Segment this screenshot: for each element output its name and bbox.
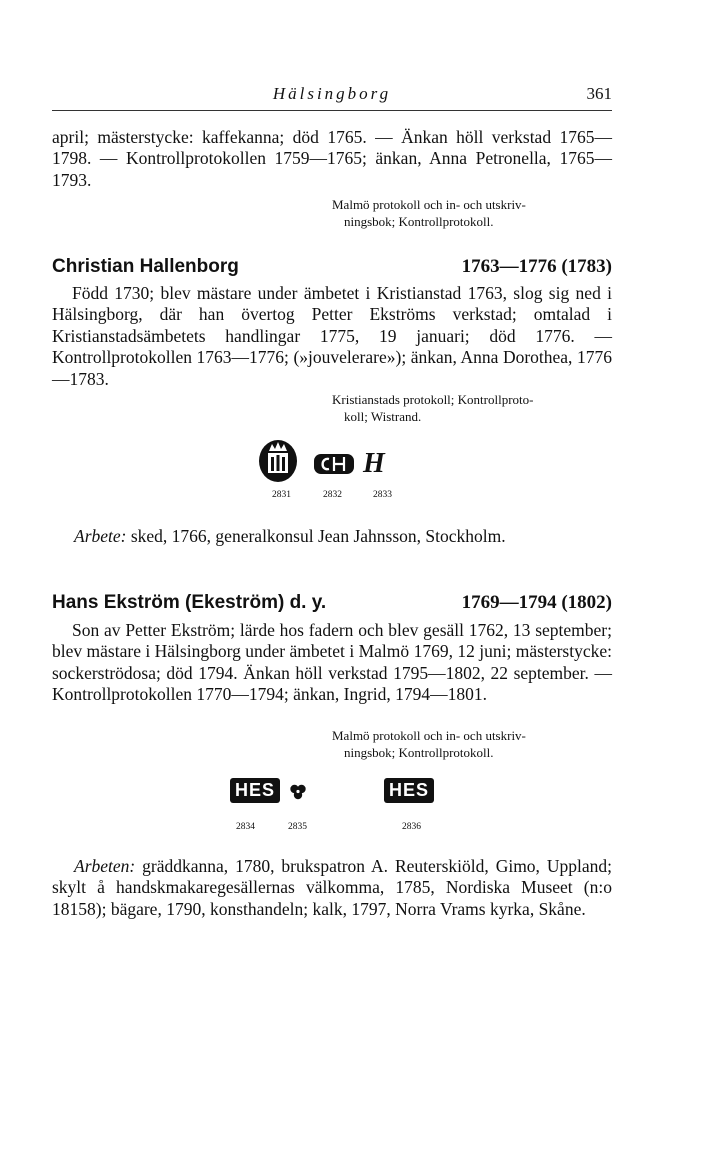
mark-number: 2832 — [323, 490, 342, 500]
mark-number: 2834 — [236, 822, 255, 832]
letter-h-mark: H — [363, 448, 385, 479]
entry-dates: 1763—1776 (1783) — [461, 256, 612, 277]
entry-heading — [52, 592, 612, 618]
works-text: sked, 1766, generalkonsul Jean Jahnsson, Stockholm. — [126, 526, 506, 546]
works-label: Arbete: — [74, 526, 127, 546]
entry-heading — [52, 256, 612, 282]
mark-number: 2836 — [402, 822, 421, 832]
entry-works — [52, 856, 612, 920]
trefoil-mark — [288, 782, 308, 807]
page-header — [52, 84, 612, 111]
mark-number: 2835 — [288, 822, 307, 832]
entry-name: Hans Ekström (Ekeström) d. y. — [52, 592, 327, 613]
mark-number: 2833 — [373, 490, 392, 500]
entry-source-line: Malmö protokoll och in- och utskriv- — [332, 728, 526, 743]
hes-stamp-mark: HES — [230, 778, 280, 803]
works-label: Arbeten: — [74, 856, 136, 876]
intro-source — [332, 196, 612, 230]
works-text: gräddkanna, 1780, brukspatron A. Reuterskiöld, Gimo, Uppland; skylt å handskmakaregesällernas välkomma, 1785, Nordiska Museet (n:o 18158); bägare, 1790, konsthandeln; kalk, 1797, Norra Vrams kyrka, Skåne. — [52, 856, 612, 919]
entry-source-line: ningsbok; Kontrollprotokoll. — [344, 745, 494, 760]
intro-source-line: ningsbok; Kontrollprotokoll. — [344, 214, 494, 229]
running-title: Hälsingborg — [272, 84, 392, 103]
entry-name: Christian Hallenborg — [52, 256, 239, 277]
mark-number: 2831 — [272, 490, 291, 500]
entry-source-line: koll; Wistrand. — [344, 409, 422, 424]
ligature-ch-mark — [313, 452, 357, 481]
intro-source-line: Malmö protokoll och in- och utskriv- — [332, 197, 526, 212]
page-number: 361 — [586, 84, 612, 103]
entry-source-line: Kristianstads protokoll; Kontrollproto- — [332, 392, 534, 407]
entry-works — [52, 526, 612, 547]
entry-source — [332, 727, 612, 761]
entry-biography: Född 1730; blev mästare under ämbetet i Kristianstad 1763, slog sig ned i Hälsingborg, där han övertog Petter Ekströms verkstad; omtalad i Kristianstadsämbetets handlingar 1775, 19 januari; död 1776. — Kontrollprotokollen 1763—1776; (»jouvelerare»); änkan, Anna Dorothea, 1776—1783. — [52, 283, 612, 389]
intro-paragraph: april; mästerstycke: kaffekanna; död 1765. — Änkan höll verkstad 1765—1798. — Kontrollprotokollen 1759—1765; änkan, Anna Petronella, 1765—1793. — [52, 127, 612, 190]
entry-dates: 1769—1794 (1802) — [461, 592, 612, 613]
entry-source — [332, 391, 612, 425]
hes-stamp-mark: HES — [384, 778, 434, 803]
entry-biography: Son av Petter Ekström; lärde hos fadern och blev gesäll 1762, 13 september; blev mästare i Hälsingborg under ämbetet i Malmö 1769, 12 juni; mästerstycke: sockerströdosa; död 1794. Änkan höll verkstad 1795—1802, 22 september. — Kontrollprotokollen 1770—1794; änkan, Ingrid, 1794—1801. — [52, 620, 612, 705]
crowned-city-arms-mark — [257, 437, 299, 488]
